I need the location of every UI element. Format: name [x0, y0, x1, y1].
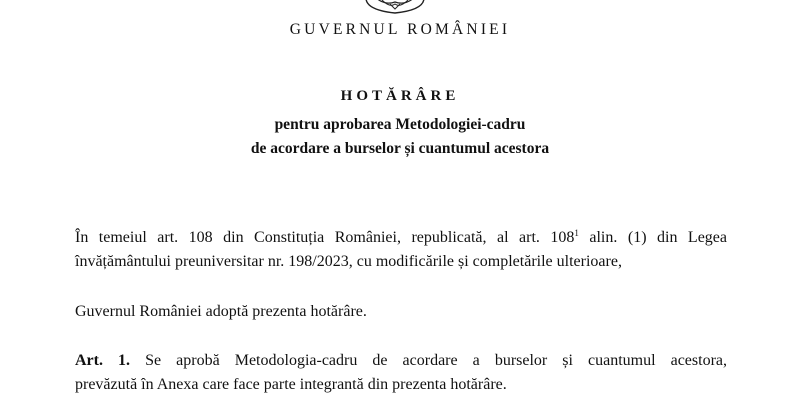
- adoption-statement: Guvernul României adoptă prezenta hotărâre.: [75, 303, 367, 320]
- coat-of-arms-icon: [360, 0, 430, 14]
- document-subtitle-line-2: de acordare a burselor și cuantumul acestora: [250, 140, 550, 157]
- article-1-line-1: [75, 349, 727, 373]
- preamble-text: În temeiul art. 108 din Constituția României, republicată, al art. 108: [75, 229, 575, 246]
- article-1-label: Art. 1.: [75, 352, 131, 369]
- preamble-text-continued: alin. (1) din Legea: [578, 229, 728, 246]
- government-title: GUVERNUL ROMÂNIEI: [289, 21, 511, 38]
- superscript-marker: 1: [574, 228, 579, 238]
- document-subtitle-line-1: pentru aprobarea Metodologiei-cadru: [274, 116, 526, 133]
- document-type-heading: HOTĂRÂRE: [340, 88, 460, 104]
- article-1-text: Se aprobă Metodologia-cadru de acordare a burselor și cuantumul acestora,: [130, 352, 728, 369]
- article-1-line-2: prevăzută în Anexa care face parte integrantă din prezenta hotărâre.: [75, 376, 507, 393]
- article-1-paragraph: [75, 349, 727, 397]
- preamble-line-2: învățământului preuniversitar nr. 198/2023, cu modificările și completările ulterioare,: [75, 253, 622, 270]
- preamble-line-1: [75, 226, 727, 250]
- preamble-paragraph: [75, 226, 727, 274]
